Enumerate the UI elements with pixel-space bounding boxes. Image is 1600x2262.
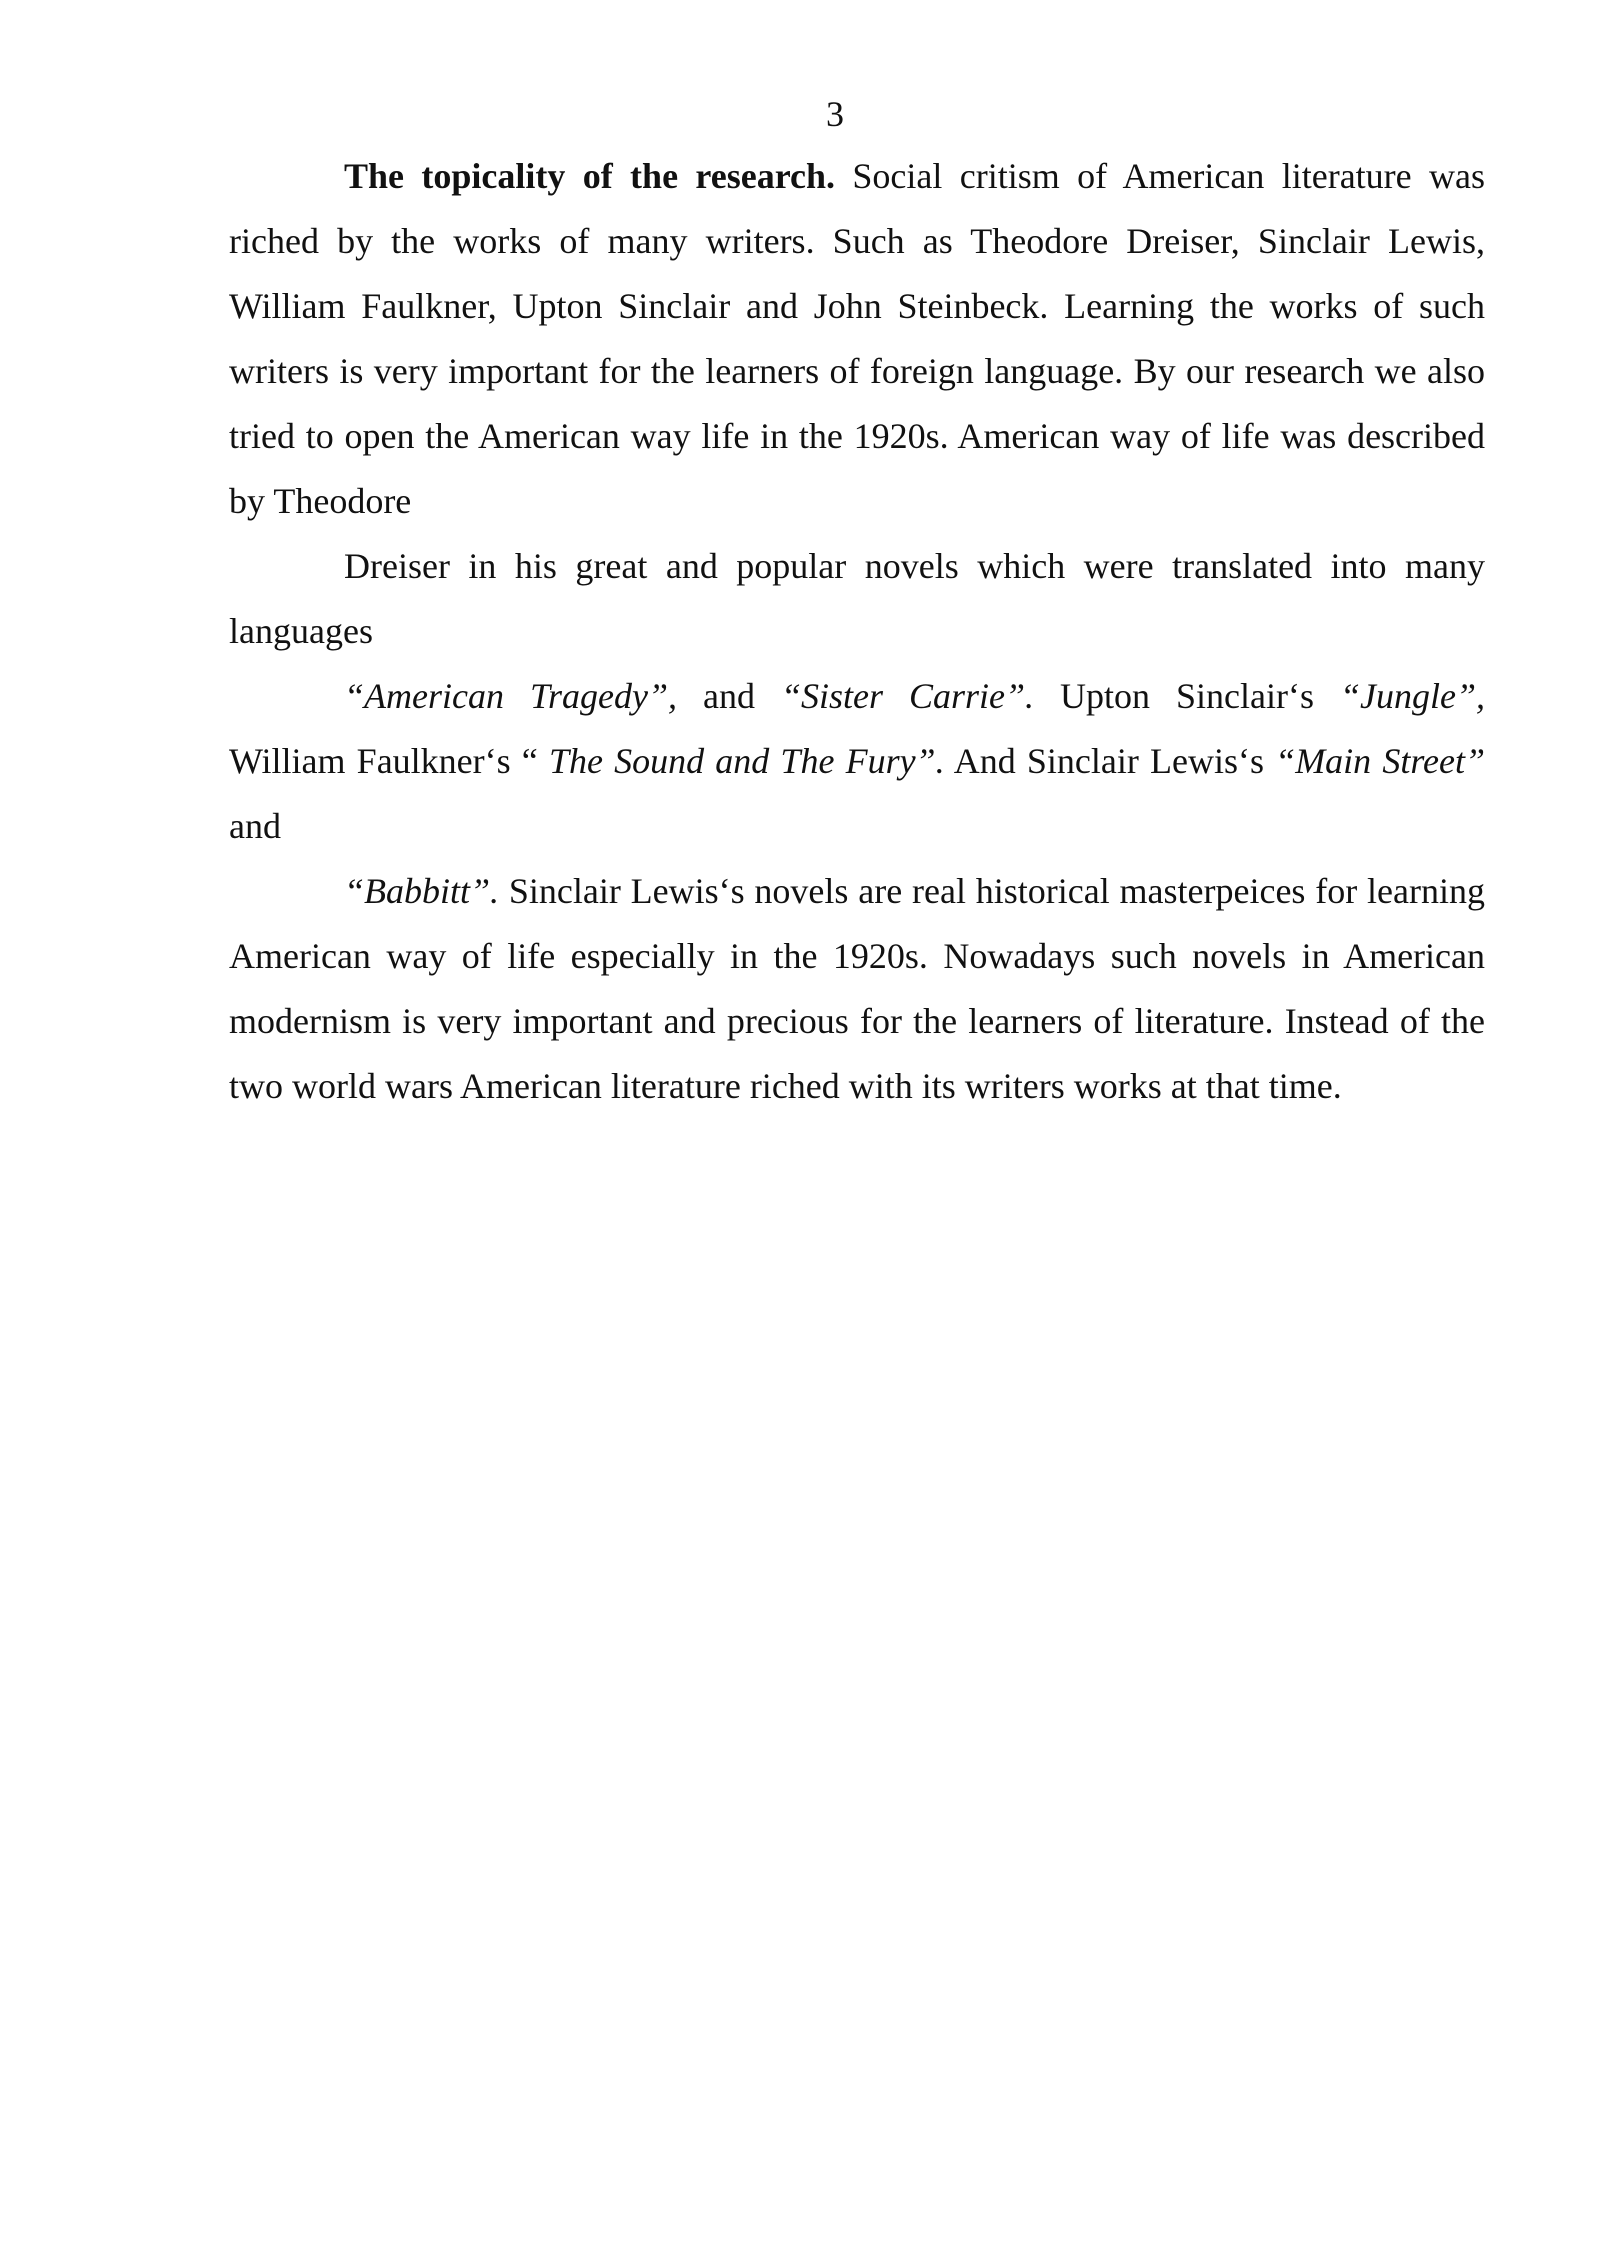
paragraph-topicality — [229, 144, 1485, 534]
novel-title-main-street: “Main Street” — [1275, 741, 1485, 781]
paragraph-text: Dreiser in his great and popular novels which were translated into many languages — [229, 546, 1485, 651]
paragraph-text: William Faulkner‘s “ — [229, 741, 549, 781]
paragraph-text: and — [677, 676, 781, 716]
paragraph-babbitt — [229, 859, 1485, 1119]
novel-title-jungle: “Jungle”, — [1339, 676, 1485, 716]
paragraph-text: Social critism of American literature was riched by the works of many writers. Such as Theodore Dreiser, Sinclair Lewis, William Faulkner, Upton Sinclair and John Steinbeck. Learning the works of such writers is very important for the learners of foreign language. By our research we also tried to open the American way life in the 1920s. American way of life was described by Theodore — [229, 156, 1485, 521]
novel-title-american-tragedy: “American Tragedy”, — [344, 676, 677, 716]
paragraph-text: And Sinclair Lewis‘s — [944, 741, 1276, 781]
document-body — [229, 144, 1485, 1119]
paragraph-text: Upton Sinclair‘s — [1034, 676, 1340, 716]
page-number: 3 — [826, 94, 844, 134]
section-heading: The topicality of the research. — [344, 156, 836, 196]
novel-title-sound-and-fury: The Sound and The Fury”. — [548, 741, 945, 781]
novel-title-sister-carrie: “Sister Carrie”. — [780, 676, 1035, 716]
novel-title-babbitt: “Babbitt”. — [344, 871, 500, 911]
paragraph-text: and — [229, 806, 281, 846]
paragraph-dreiser — [229, 534, 1485, 664]
paragraph-novel-titles — [229, 664, 1485, 859]
paragraph-text: Sinclair Lewis‘s novels are real historical masterpeices for learning American way of life especially in the 1920s. Nowadays such novels in American modernism is very important and precious for the learners of literature. Instead of the two world wars American literature riched with its writers works at that time. — [229, 871, 1485, 1106]
